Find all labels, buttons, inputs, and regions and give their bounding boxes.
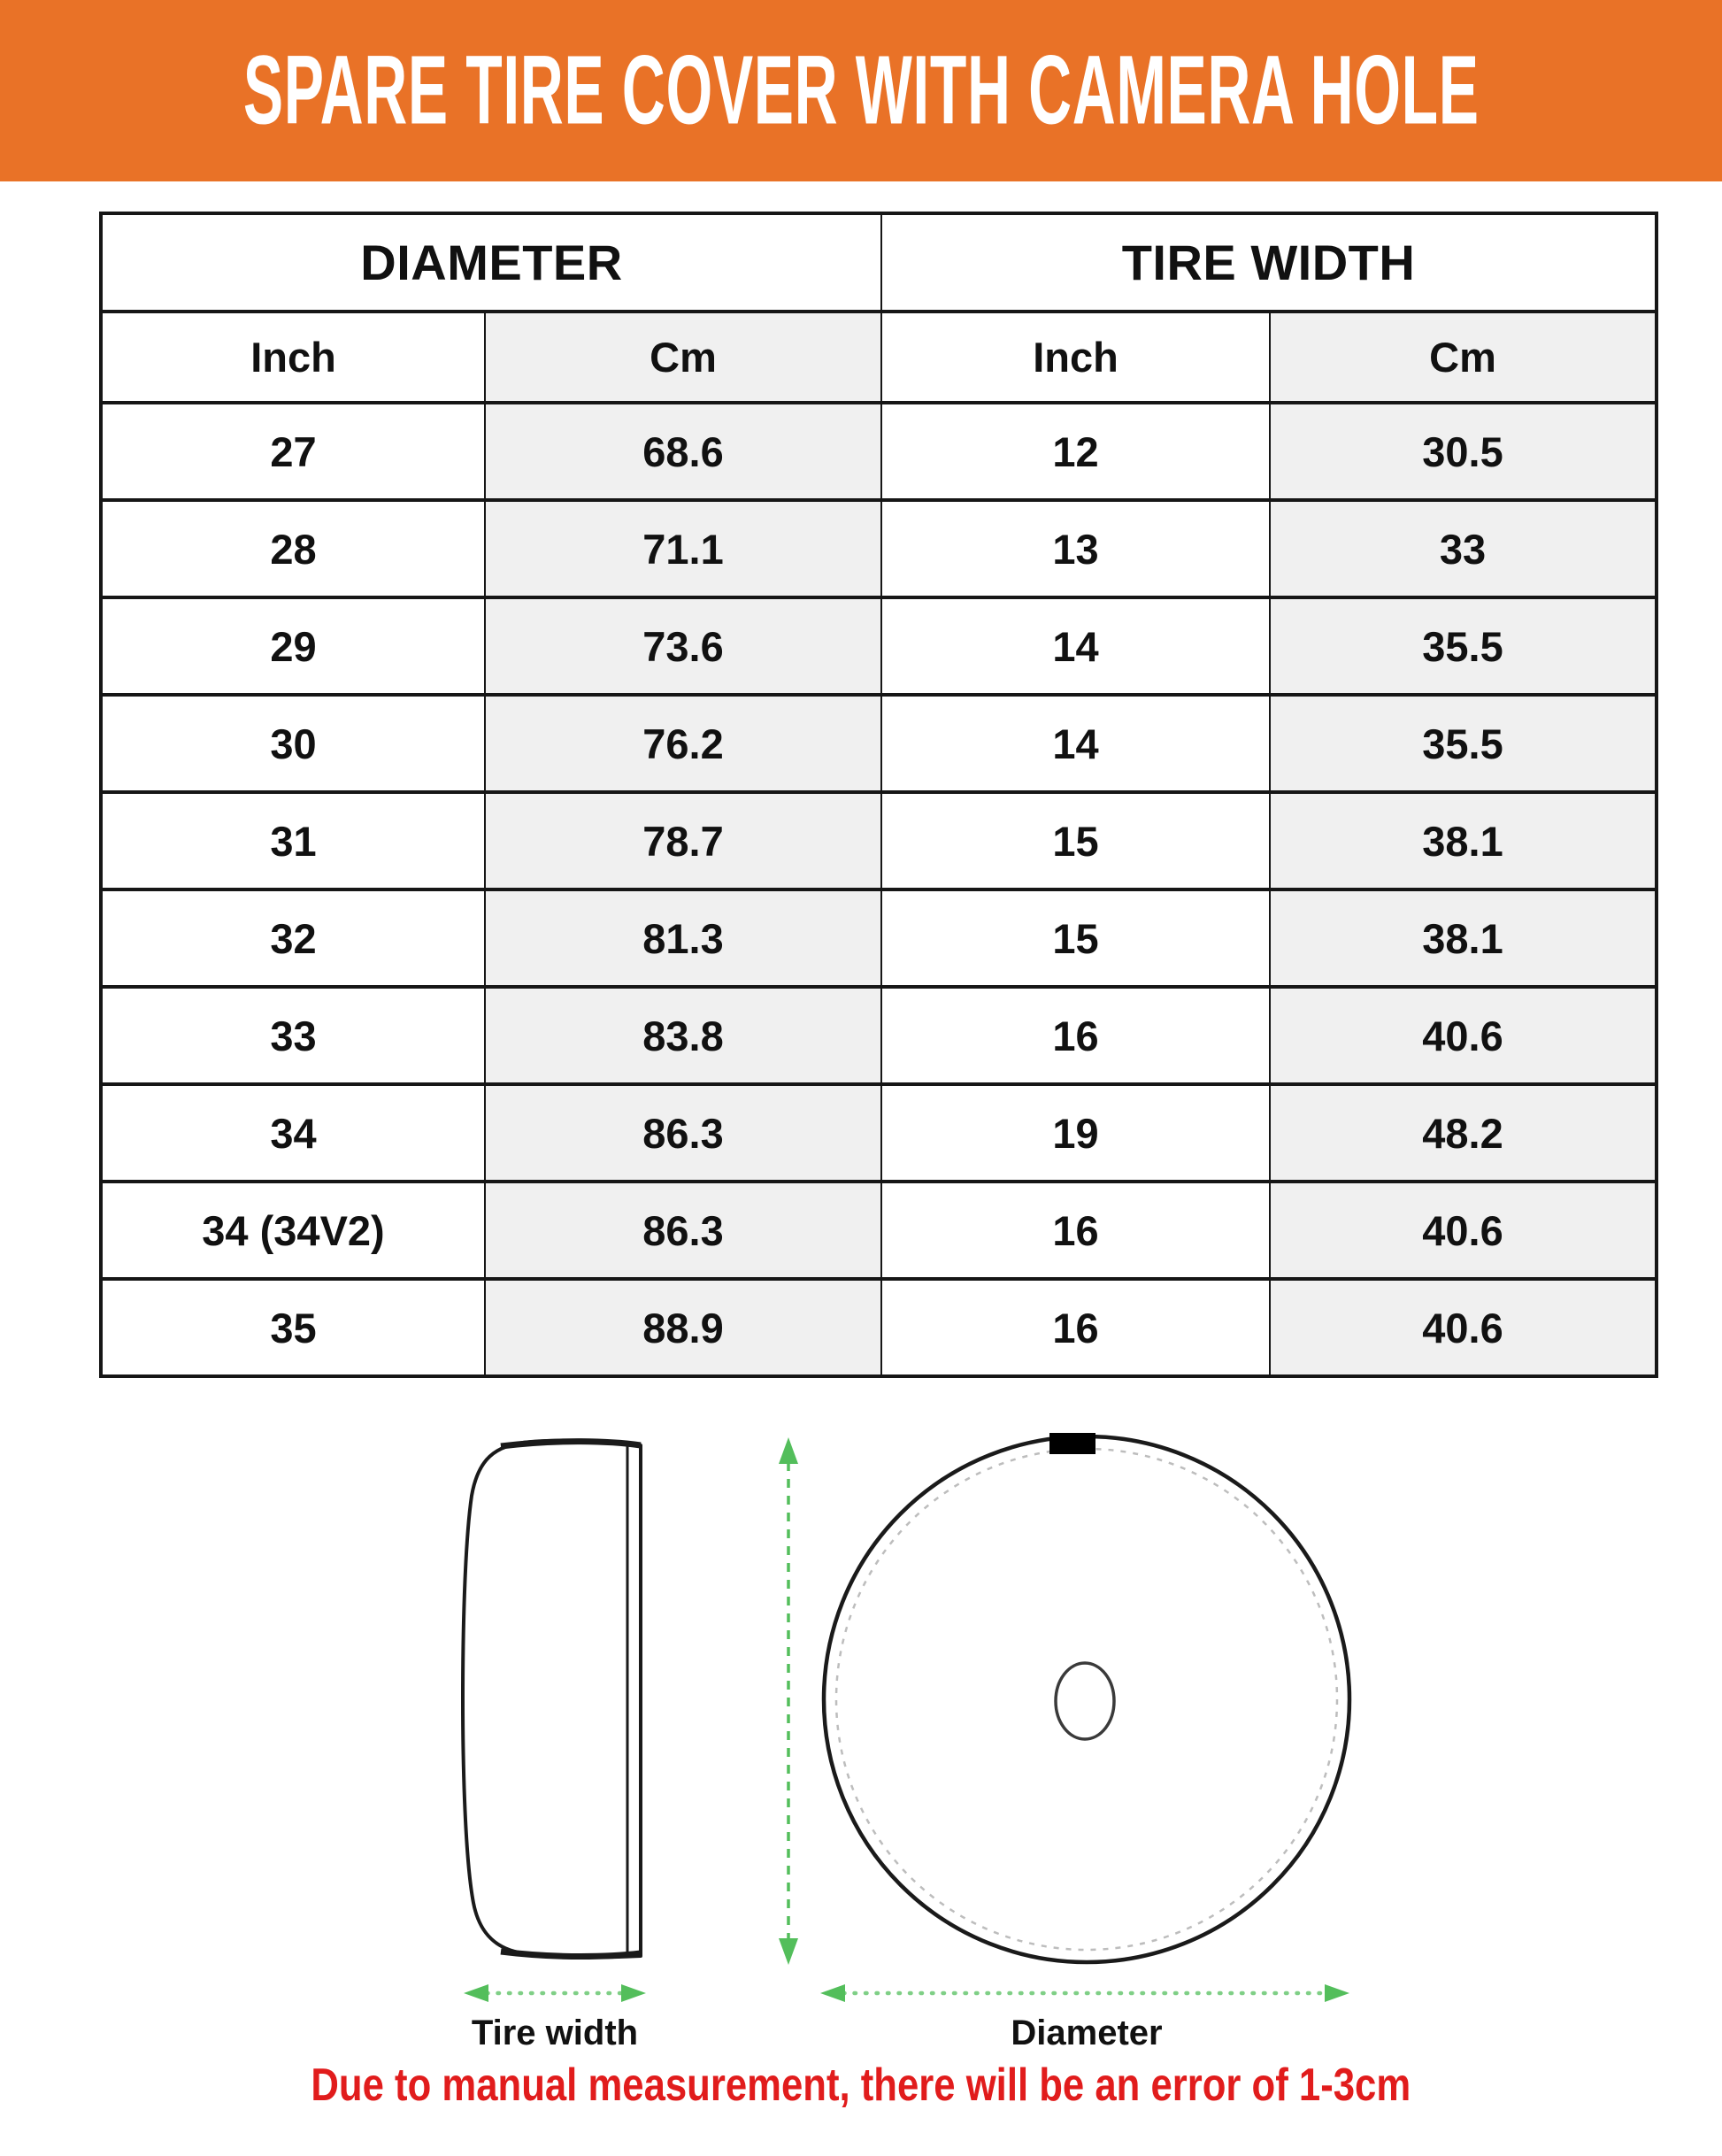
column-header-tirewidth-inch: Inch xyxy=(881,312,1270,403)
table-cell: 48.2 xyxy=(1270,1084,1657,1182)
disclaimer-text: Due to manual measurement, there will be an error of 1-3cm xyxy=(311,2060,1411,2111)
table-cell: 16 xyxy=(881,1279,1270,1376)
table-cell: 16 xyxy=(881,1182,1270,1279)
table-cell: 29 xyxy=(101,597,485,695)
table-cell: 73.6 xyxy=(485,597,881,695)
table-cell: 35.5 xyxy=(1270,695,1657,792)
tire-front-view xyxy=(824,1433,1349,1962)
disclaimer xyxy=(0,2059,1722,2112)
diameter-label: Diameter xyxy=(1011,2014,1163,2052)
camera-mount-marker xyxy=(1049,1433,1095,1454)
table-cell: 38.1 xyxy=(1270,792,1657,889)
table-cell: 68.6 xyxy=(485,403,881,500)
table-cell: 38.1 xyxy=(1270,889,1657,987)
table-cell: 34 xyxy=(101,1084,485,1182)
table-cell: 35 xyxy=(101,1279,485,1376)
table-cell: 12 xyxy=(881,403,1270,500)
table-cell: 14 xyxy=(881,695,1270,792)
table-cell: 76.2 xyxy=(485,695,881,792)
table-cell: 16 xyxy=(881,987,1270,1084)
table-cell: 28 xyxy=(101,500,485,597)
table-cell: 81.3 xyxy=(485,889,881,987)
table-cell: 27 xyxy=(101,403,485,500)
table-cell: 33 xyxy=(1270,500,1657,597)
table-cell: 40.6 xyxy=(1270,1279,1657,1376)
table-cell: 33 xyxy=(101,987,485,1084)
table-cell: 40.6 xyxy=(1270,987,1657,1084)
table-cell: 13 xyxy=(881,500,1270,597)
table-cell: 40.6 xyxy=(1270,1182,1657,1279)
tire-side-view xyxy=(463,1441,641,1958)
table-cell: 30.5 xyxy=(1270,403,1657,500)
table-cell: 15 xyxy=(881,792,1270,889)
column-header-tirewidth-cm: Cm xyxy=(1270,312,1657,403)
vertical-diameter-arrow xyxy=(779,1437,798,1965)
table-cell: 34 (34V2) xyxy=(101,1182,485,1279)
tire-width-label: Tire width xyxy=(471,2014,639,2052)
page-title: SPARE TIRE COVER WITH CAMERA HOLE xyxy=(242,35,1480,145)
table-cell: 19 xyxy=(881,1084,1270,1182)
table-cell: 15 xyxy=(881,889,1270,987)
table-cell: 83.8 xyxy=(485,987,881,1084)
table-cell: 86.3 xyxy=(485,1182,881,1279)
column-header-diameter-cm: Cm xyxy=(485,312,881,403)
diameter-arrow xyxy=(820,1984,1349,2002)
table-cell: 86.3 xyxy=(485,1084,881,1182)
table-cell: 30 xyxy=(101,695,485,792)
table-cell: 78.7 xyxy=(485,792,881,889)
camera-hole xyxy=(1056,1663,1114,1739)
table-cell: 71.1 xyxy=(485,500,881,597)
table-cell: 14 xyxy=(881,597,1270,695)
column-group-diameter: DIAMETER xyxy=(101,213,881,312)
table-cell: 35.5 xyxy=(1270,597,1657,695)
table-cell: 88.9 xyxy=(485,1279,881,1376)
column-header-diameter-inch: Inch xyxy=(101,312,485,403)
table-cell: 32 xyxy=(101,889,485,987)
table-cell: 31 xyxy=(101,792,485,889)
tire-width-arrow xyxy=(464,1984,646,2002)
column-group-tire-width: TIRE WIDTH xyxy=(881,213,1657,312)
